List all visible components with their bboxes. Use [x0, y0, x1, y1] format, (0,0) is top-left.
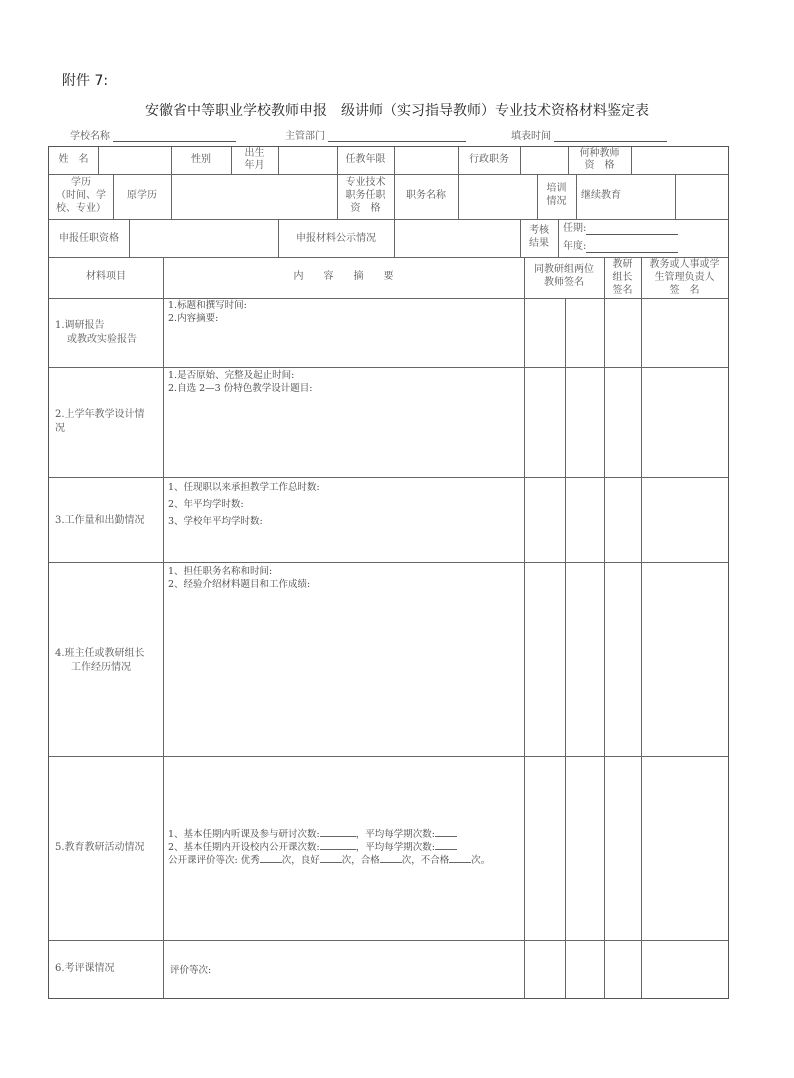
page-title: 安徽省中等职业学校教师申报 级讲师（实习指导教师）专业技术资格材料鉴定表	[145, 103, 649, 119]
fill-date-blank[interactable]	[554, 130, 667, 142]
year-blank[interactable]	[586, 241, 678, 253]
professional-title-label-2: 职务任职	[345, 190, 386, 201]
row-3-content-1: 1、任现职以来承担教学工作总时数:	[168, 482, 320, 493]
year-field[interactable]	[563, 241, 678, 253]
row-5-line-2-a: 2、基本任期内开设校内公开课次数:	[168, 842, 320, 853]
continuing-education-label: 继续教育	[581, 190, 621, 201]
blank[interactable]	[260, 853, 282, 863]
blank[interactable]	[435, 840, 457, 850]
row-6-label-1: 6.考评课情况	[55, 963, 115, 974]
column-header-affairs-1: 教务或人事或学	[649, 259, 720, 270]
column-header-peers-2: 教师签名	[544, 277, 584, 288]
col-divider	[98, 147, 99, 174]
professional-title-label-1: 专业技术	[345, 177, 386, 188]
col-divider	[641, 257, 642, 998]
term-label: 任期:	[563, 223, 587, 234]
school-name-blank[interactable]	[113, 130, 236, 142]
original-education-label: 原学历	[127, 190, 157, 201]
teacher-qual-label-2: 资 格	[584, 160, 615, 171]
gender-label: 性别	[191, 154, 211, 165]
education-label-1: 学历	[71, 177, 91, 188]
birth-label-2: 年月	[244, 160, 265, 171]
row-5-line-2-b: ，平均每学期次数:	[355, 842, 435, 853]
term-field[interactable]	[563, 223, 678, 235]
row-5-line-3-a: 公开课评价等次: 优秀	[168, 855, 260, 866]
row-divider	[49, 298, 728, 299]
row-4-label-2: 工作经历情况	[71, 662, 131, 673]
education-label-2: （时间、学	[56, 190, 106, 201]
year-label: 年度:	[563, 241, 587, 252]
row-6-content-1: 评价等次:	[170, 965, 212, 976]
row-5-line-3-e: 次。	[471, 855, 491, 866]
row-4-content-1: 1、担任职务名称和时间:	[168, 566, 273, 577]
training-label-1: 培训	[546, 183, 567, 194]
blank[interactable]	[320, 840, 356, 850]
column-header-affairs-2: 生管理负责人	[654, 272, 715, 283]
row-2-label-1: 2.上学年教学设计情	[55, 409, 145, 420]
row-divider	[49, 756, 728, 757]
department-label: 主管部门	[285, 131, 325, 142]
admin-post-label: 行政职务	[469, 154, 509, 165]
column-header-summary: 内 容 摘 要	[293, 271, 394, 282]
row-2-content-2: 2.自选 2—3 份特色教学设计题目:	[168, 383, 313, 394]
row-2-content-1: 1.是否原始、完整及起止时间:	[168, 370, 295, 381]
row-5-content-3	[168, 853, 490, 867]
department-blank[interactable]	[328, 130, 466, 142]
education-label-3: 校、专业）	[56, 203, 106, 214]
row-1-label-2: 或教改实验报告	[67, 334, 137, 345]
row-5-line-3-d: 次，不合格	[401, 855, 450, 866]
row-1-content-2: 2.内容摘要:	[168, 313, 219, 324]
row-divider	[49, 219, 728, 220]
fill-date-field[interactable]	[511, 127, 667, 142]
column-header-leader-2: 组长	[612, 272, 633, 283]
row-5-content-1	[168, 827, 457, 841]
row-5-line-1-b: ，平均每学期次数:	[355, 829, 435, 840]
col-divider	[520, 147, 521, 174]
column-header-leader-3: 签名	[612, 285, 633, 296]
col-divider	[631, 147, 632, 174]
appraisal-table	[48, 146, 729, 999]
assessment-label-2: 结果	[529, 238, 549, 249]
col-divider	[565, 298, 566, 998]
row-3-content-2: 2、年平均学时数:	[168, 499, 244, 510]
col-divider	[394, 147, 395, 174]
birth-label-1: 出生	[244, 148, 265, 159]
name-label: 姓 名	[58, 154, 89, 165]
col-divider	[675, 174, 676, 219]
term-blank[interactable]	[586, 223, 678, 235]
blank[interactable]	[320, 827, 356, 837]
blank[interactable]	[320, 853, 342, 863]
col-divider	[163, 257, 164, 998]
row-5-content-2	[168, 840, 457, 854]
col-divider	[171, 174, 172, 219]
school-name-label: 学校名称	[70, 131, 110, 142]
row-divider	[49, 477, 728, 478]
row-2-label-2: 况	[55, 423, 65, 434]
attachment-number: 附件 7:	[62, 73, 109, 89]
publicity-label: 申报材料公示情况	[296, 233, 376, 244]
row-3-content-3: 3、学校年平均学时数:	[168, 516, 263, 527]
row-divider	[49, 562, 728, 563]
assessment-label-1: 考核	[529, 225, 549, 236]
column-header-affairs-3: 签 名	[669, 285, 700, 296]
column-header-peers-1: 同教研组两位	[534, 264, 594, 275]
row-divider	[49, 174, 728, 175]
row-divider	[49, 257, 728, 258]
row-3-label-1: 3.工作量和出勤情况	[55, 515, 145, 526]
row-divider	[49, 367, 728, 368]
row-4-label-1: 4.班主任或教研组长	[55, 648, 145, 659]
row-4-content-2: 2、经验介绍材料题目和工作成绩:	[168, 579, 311, 590]
column-header-item: 材料项目	[86, 271, 126, 282]
row-5-label-1: 5.教育教研活动情况	[55, 842, 145, 853]
blank[interactable]	[435, 827, 457, 837]
col-divider	[524, 257, 525, 998]
teacher-qual-label-1: 何种教师	[579, 148, 620, 159]
school-name-field[interactable]	[70, 127, 236, 142]
fill-date-label: 填表时间	[511, 131, 551, 142]
training-label-2: 情况	[546, 196, 567, 207]
col-divider	[558, 219, 559, 257]
blank[interactable]	[449, 853, 471, 863]
col-divider	[394, 219, 395, 257]
col-divider	[129, 219, 130, 257]
professional-title-label-3: 资 格	[350, 203, 381, 214]
blank[interactable]	[380, 853, 402, 863]
row-1-label-1: 1.调研报告	[55, 320, 105, 331]
column-header-leader-1: 教研	[612, 259, 633, 270]
col-divider	[278, 147, 279, 174]
teaching-years-label: 任教年限	[345, 154, 386, 165]
row-divider	[49, 940, 728, 941]
col-divider	[576, 174, 577, 219]
row-5-line-3-b: 次，良好	[281, 855, 320, 866]
apply-qualification-label: 申报任职资格	[59, 233, 119, 244]
row-1-content-1: 1.标题和撰写时间:	[168, 300, 247, 311]
row-5-line-1-a: 1、基本任期内听课及参与研讨次数:	[168, 829, 320, 840]
col-divider	[604, 257, 605, 998]
post-name-label: 职务名称	[406, 190, 446, 201]
department-field[interactable]	[285, 127, 466, 142]
row-5-line-3-c: 次，合格	[341, 855, 380, 866]
col-divider	[458, 174, 459, 219]
